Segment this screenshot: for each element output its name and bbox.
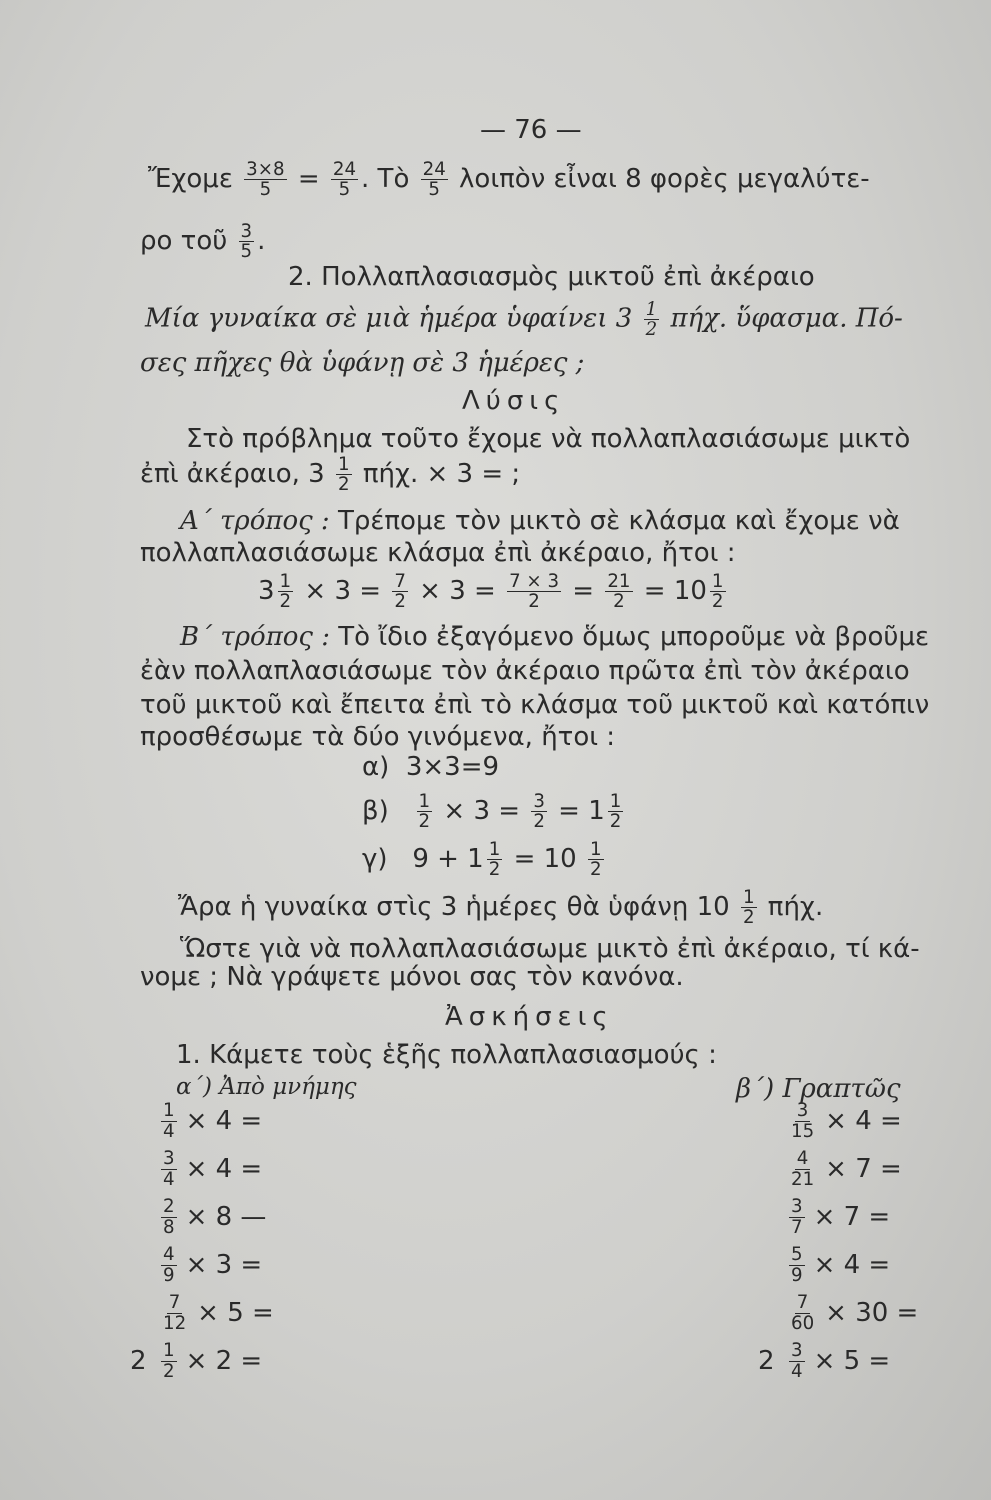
fraction: [278, 572, 294, 611]
exercise-item: [758, 1194, 978, 1240]
exercise-item: [758, 1290, 978, 1336]
fraction: [789, 1293, 816, 1332]
exercise-item: [130, 1338, 350, 1384]
text: ἐπὶ ἀκέραιο, 3: [140, 459, 325, 490]
fraction: [644, 300, 660, 339]
text: πήχ.: [767, 892, 824, 923]
exercise-item: [758, 1098, 978, 1144]
numerator: 1: [742, 887, 755, 908]
conclusion-line-2: Ὥστε γιὰ νὰ πολλαπλασιάσωμε μικτὸ ἐπὶ ἀκέραιο, τί κά-: [180, 934, 920, 964]
text: × 4 =: [825, 1106, 902, 1136]
text: × 3 =: [443, 796, 521, 827]
step-c: [362, 840, 607, 879]
exercise-item: [758, 1242, 978, 1288]
fraction: [507, 572, 561, 611]
solution-line-2: [140, 455, 520, 494]
step-b: [362, 792, 626, 831]
numerator: 3: [791, 1340, 803, 1362]
numerator: 3: [240, 221, 253, 242]
section-title: 2. Πολλαπλασιασμὸς μικτοῦ ἐπὶ ἀκέραιο: [288, 262, 815, 292]
denominator: 5: [338, 179, 351, 201]
exercise-item: [130, 1290, 350, 1336]
text: × 3 =: [304, 576, 382, 607]
text: × 5 =: [813, 1346, 891, 1376]
conclusion-line-1: [178, 888, 823, 927]
whole-part: 2: [758, 1346, 775, 1376]
fraction: [789, 1341, 805, 1380]
denominator: 4: [163, 1120, 175, 1142]
numerator: 4: [163, 1244, 175, 1266]
solution-line-1: Στὸ πρόβλημα τοῦτο ἔχομε νὰ πολλαπλασιάσωμε μικτὸ: [186, 424, 911, 454]
numerator: 3: [163, 1148, 175, 1170]
denominator: 2: [609, 811, 622, 833]
text: = 1: [558, 796, 605, 827]
method-b-line-2: ἐὰν πολλαπλασιάσωμε τὸν ἀκέραιο πρῶτα ἐπὶ τὸν ἀκέραιο: [140, 656, 910, 686]
fraction: [789, 1245, 805, 1284]
denominator: 21: [791, 1168, 815, 1190]
exercise-intro: 1. Κάμετε τοὺς ἑξῆς πολλαπλασιασμούς :: [176, 1040, 717, 1070]
fraction: [244, 160, 286, 199]
step-label: β): [362, 796, 389, 827]
numerator: 3: [796, 1100, 809, 1122]
fraction: [331, 160, 358, 199]
text: × 30 =: [825, 1298, 919, 1328]
text: Μία γυναίκα σὲ μιὰ ἡμέρα ὑφαίνει 3: [145, 303, 633, 334]
numerator: 7: [796, 1292, 809, 1314]
fraction: [588, 840, 604, 879]
fraction: [161, 1245, 177, 1284]
denominator: 2: [418, 811, 431, 833]
denominator: 2: [337, 474, 350, 496]
text: × 5 =: [197, 1298, 274, 1328]
exercise-item: [130, 1098, 350, 1144]
method-a-equation: [258, 572, 729, 611]
text: ρο τοῦ: [140, 226, 228, 257]
denominator: 2: [533, 811, 545, 833]
fraction: [336, 455, 352, 494]
exercise-item: [130, 1242, 350, 1288]
method-b-line-4: προσθέσωμε τὰ δύο γινόμενα, ἤτοι :: [140, 722, 616, 752]
fraction: [239, 222, 255, 261]
column-a-title: α΄) Ἀπὸ μνήμης: [176, 1074, 357, 1100]
text: × 4 =: [813, 1250, 891, 1280]
text: Ἄρα ἡ γυναίκα στὶς 3 ἡμέρες θὰ ὑφάνῃ 10: [178, 892, 730, 923]
exercise-item: [130, 1146, 350, 1192]
text: = 10: [513, 844, 577, 875]
text: 9 + 1: [412, 844, 484, 875]
denominator: 9: [163, 1264, 175, 1286]
page-number: — 76 —: [480, 115, 582, 145]
fraction: [487, 840, 503, 879]
method-b-line-1: [180, 622, 929, 652]
denominator: 4: [791, 1360, 803, 1382]
fraction: [161, 1101, 177, 1140]
numerator: 3×8: [246, 159, 285, 180]
denominator: 7: [791, 1216, 803, 1238]
method-label: Β΄ τρόπος :: [180, 622, 331, 652]
denominator: 12: [163, 1312, 187, 1334]
denominator: 60: [791, 1312, 815, 1334]
numerator: 3: [533, 791, 545, 812]
fraction: [789, 1197, 805, 1236]
text: 3: [258, 576, 275, 607]
problem-line-1: [145, 300, 903, 339]
exercise-item: [758, 1338, 978, 1384]
method-label: Α΄ τρόπος :: [180, 506, 330, 536]
numerator: 1: [337, 454, 350, 475]
denominator: 2: [742, 907, 755, 929]
text: 3×3=9: [405, 752, 500, 782]
text: =: [297, 164, 320, 195]
text: × 7 =: [813, 1202, 891, 1232]
solution-heading: Λύσις: [462, 386, 566, 416]
fraction: [710, 572, 726, 611]
text: πήχ. ὕφασμα. Πό-: [670, 303, 903, 334]
fraction: [741, 888, 757, 927]
method-b-line-3: τοῦ μικτοῦ καὶ ἔπειτα ἐπὶ τὸ κλάσμα τοῦ μικτοῦ καὶ κατόπιν: [140, 690, 930, 720]
numerator: 1: [163, 1100, 175, 1122]
denominator: 5: [428, 179, 440, 201]
fraction: [605, 572, 632, 611]
text: Τὸ ἴδιο ἐξαγόμενο ὅμως μποροῦμε νὰ βροῦμε: [338, 622, 930, 652]
column-b-title: β΄) Γραπτῶς: [736, 1074, 901, 1104]
method-a-line-2: πολλαπλασιάσωμε κλάσμα ἐπὶ ἀκέραιο, ἤτοι :: [140, 538, 736, 568]
numerator: 1: [163, 1340, 175, 1362]
denominator: 2: [394, 591, 406, 613]
fraction: [417, 792, 433, 831]
fraction: [531, 792, 547, 831]
exercise-item: [758, 1146, 978, 1192]
denominator: 2: [589, 859, 602, 881]
step-label: α): [362, 752, 390, 782]
numerator: 1: [609, 791, 622, 812]
text: × 2 =: [185, 1346, 263, 1376]
numerator: 1: [589, 839, 602, 860]
numerator: 7: [168, 1292, 181, 1314]
fraction: [421, 160, 448, 199]
numerator: 7: [394, 571, 406, 592]
fraction: [392, 572, 408, 611]
exercise-column-a: [130, 1098, 350, 1384]
intro-line-2: [140, 222, 265, 261]
text: × 4 =: [185, 1154, 263, 1184]
denominator: 2: [645, 319, 658, 341]
denominator: 2: [613, 591, 625, 613]
fraction: [161, 1197, 177, 1236]
numerator: 1: [279, 571, 292, 592]
numerator: 7 × 3: [509, 571, 560, 592]
numerator: 1: [645, 299, 658, 320]
numerator: 1: [488, 839, 501, 860]
fraction: [161, 1149, 177, 1188]
step-a: [362, 752, 499, 782]
numerator: 4: [796, 1148, 809, 1170]
text: Ἔχομε: [148, 164, 233, 195]
exercise-column-b: [758, 1098, 978, 1384]
fraction: [608, 792, 624, 831]
step-label: γ): [362, 844, 388, 875]
text: =: [572, 576, 595, 607]
fraction: [789, 1101, 816, 1140]
numerator: 2: [163, 1196, 175, 1218]
denominator: 15: [791, 1120, 815, 1142]
whole-part: 2: [130, 1346, 147, 1376]
text: × 8 —: [185, 1202, 267, 1232]
numerator: 5: [791, 1244, 803, 1266]
denominator: 2: [488, 859, 501, 881]
intro-line-1: [148, 160, 870, 199]
fraction: [161, 1293, 188, 1332]
text: .: [257, 226, 266, 257]
denominator: 2: [711, 591, 724, 613]
denominator: 2: [163, 1360, 175, 1382]
denominator: 2: [528, 591, 540, 613]
text: × 4 =: [185, 1106, 263, 1136]
text: . Τὸ: [361, 164, 410, 195]
text: πήχ. × 3 = ;: [362, 459, 521, 490]
numerator: 24: [332, 159, 357, 180]
text: = 10: [643, 576, 707, 607]
problem-line-2: σες πῆχες θὰ ὑφάνῃ σὲ 3 ἡμέρες ;: [140, 348, 585, 378]
numerator: 24: [422, 159, 446, 180]
fraction: [161, 1341, 177, 1380]
text: × 3 =: [419, 576, 496, 607]
method-a-line-1: [180, 506, 900, 536]
text: × 3 =: [185, 1250, 263, 1280]
denominator: 4: [163, 1168, 175, 1190]
denominator: 5: [240, 241, 253, 263]
numerator: 21: [607, 571, 631, 592]
numerator: 3: [791, 1196, 803, 1218]
text: λοιπὸν εἶναι 8 φορὲς μεγαλύτε-: [459, 164, 870, 195]
fraction: [789, 1149, 816, 1188]
numerator: 1: [418, 791, 431, 812]
exercise-item: [130, 1194, 350, 1240]
text: Τρέπομε τὸν μικτὸ σὲ κλάσμα καὶ ἔχομε νὰ: [337, 506, 900, 536]
numerator: 1: [711, 571, 724, 592]
denominator: 2: [279, 591, 292, 613]
exercises-heading: Ἀσκήσεις: [445, 1002, 614, 1032]
denominator: 8: [163, 1216, 175, 1238]
denominator: 9: [791, 1264, 803, 1286]
denominator: 5: [259, 179, 272, 201]
text: × 7 =: [825, 1154, 902, 1184]
conclusion-line-3: νομε ; Νὰ γράψετε μόνοι σας τὸν κανόνα.: [140, 962, 684, 992]
